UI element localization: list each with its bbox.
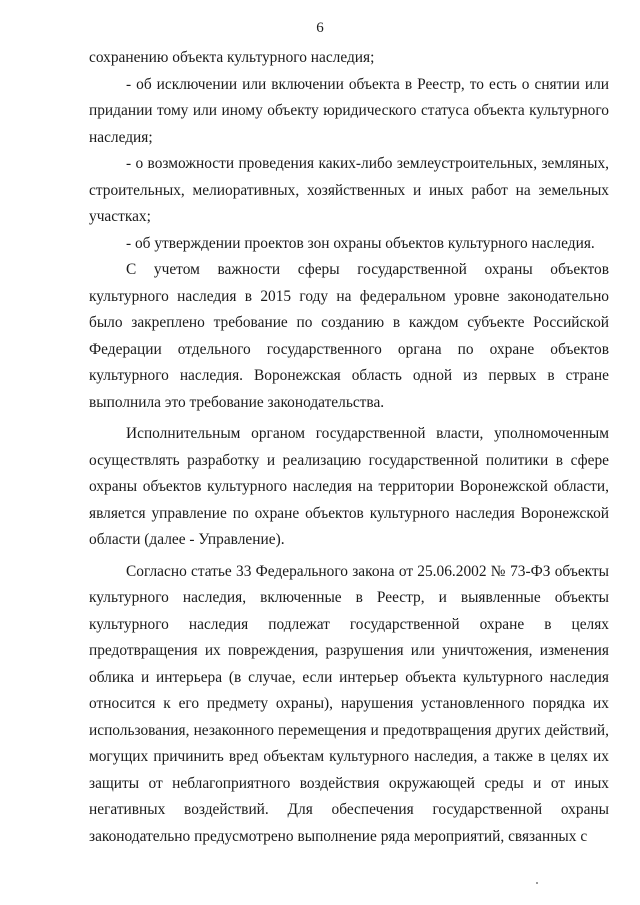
document-body — [89, 45, 609, 850]
paragraph-executive-body: Исполнительным органом государственной власти, уполномоченным осуществлять разработку и реализацию государственной политики в сфере охраны объектов культурного наследия на территории Воронежской области, является управление по охране объектов культурного наследия Воронежской области (далее - Управление). — [89, 425, 609, 548]
list-item-zones-approval: - об утверждении проектов зон охраны объектов культурного наследия. — [126, 234, 595, 252]
paragraph-continuation: сохранению объекта культурного наследия; — [89, 49, 375, 66]
list-item-works-possibility: - о возможности проведения каких-либо землеустроительных, земляных, строительных, мелиоративных, хозяйственных и иных работ на земельных участках; — [89, 155, 609, 225]
page-number: 6 — [316, 20, 324, 36]
paragraph-article-33: Согласно статье 33 Федерального закона от 25.06.2002 № 73-ФЗ объекты культурного наследия, включенные в Реестр, и выявленные объекты культурного наследия подлежат государственной охране в целях предотвращения их повреждения, разрушения или уничтожения, изменения облика и интерьера (в случае, если интерьер объекта культурного наследия относится к его предмету охраны), нарушения установленного порядка их использования, незаконного перемещения и предотвращения других действий, могущих причинить вред объектам культурного наследия, а также в целях их защиты от неблагоприятного воздействия окружающей среды и от иных негативных воздействий. Для обеспечения государственной охраны законодательно предусмотрено выполнение ряда мероприятий, связанных с — [89, 562, 609, 845]
scan-speck — [536, 882, 538, 884]
list-item-exclusion: - об исключении или включении объекта в Реестр, то есть о снятии или придании тому или иному объекту юридического статуса объекта культурного наследия; — [89, 75, 609, 146]
paragraph-federal-requirement: С учетом важности сферы государственной охраны объектов культурного наследия в 2015 году на федеральном уровне законодательно было закреплено требование по созданию в каждом субъекте Российской Федерации отдельного государственного органа по охране объектов культурного наследия. Воронежская область одной из первых в стране выполнила это требование законодательства. — [89, 261, 609, 411]
